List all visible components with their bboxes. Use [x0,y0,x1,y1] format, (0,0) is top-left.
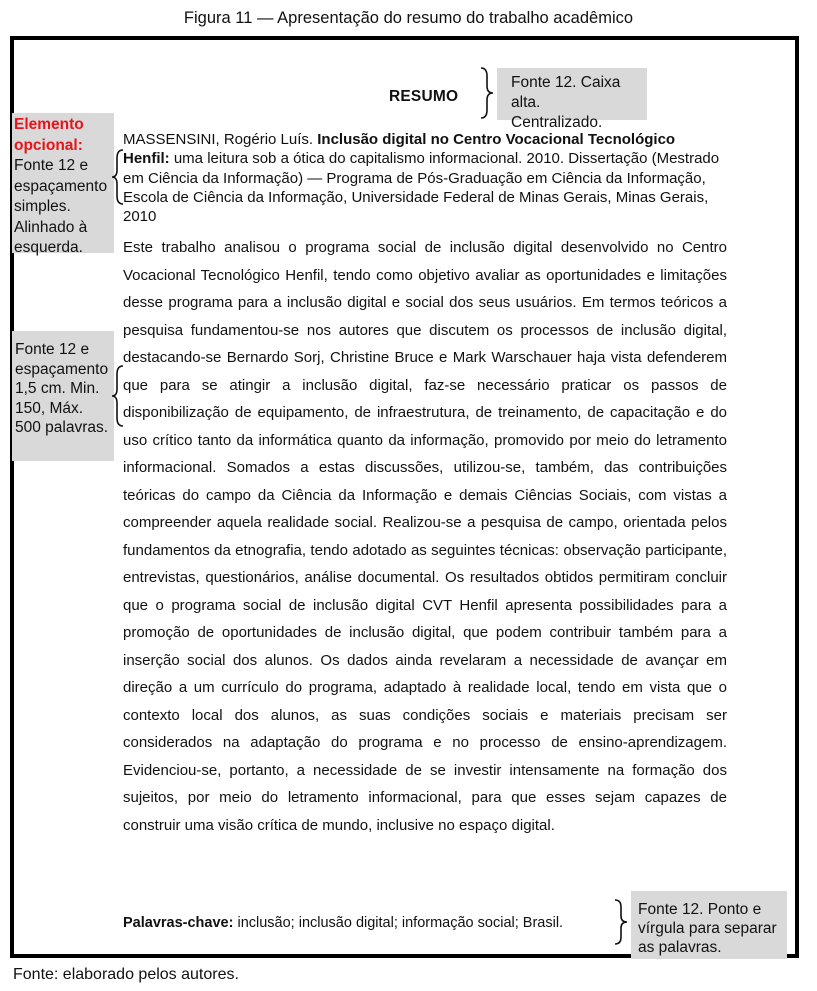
reference-note-text: Fonte 12 e espaçamento simples. Alinhado à esquerda. [14,157,108,256]
optional-element-label: Elemento opcional: [14,116,84,154]
keywords-value: inclusão; inclusão digital; informação social; Brasil. [237,915,564,931]
title-note: Fonte 12. Caixa alta. Centralizado. [497,68,647,120]
bibliographic-reference [123,130,723,226]
reference-author: MASSENSINI, Rogério Luís. [123,131,314,148]
abstract-body: Este trabalho analisou o programa social de inclusão digital desenvolvido no Centro Vocacional Tecnológico Henfil, tendo como objetivo avaliar as oportunidades e limitações desse programa para a inclusão digital e social dos seus usuários. Em termos teóricos a pesquisa fundamentou-se nos autores que discutem os processos de inclusão digital, destacando-se Bernardo Sorj, Christine Bruce e Mark Warschauer haja vista defenderem que para se atingir a inclusão digital, faz-se necessário praticar os passos de disponibilização de equipamento, de infraestrutura, de treinamento, de capacitação e do uso crítico tanto da informática quanto da informação, promovido por meio do letramento informacional. Somados a estas discussões, utilizou-se, também, das contribuições teóricas do campo da Ciência da Informação e demais Ciências Sociais, com vistas a compreender aquela realidade social. Realizou-se a pesquisa de campo, orientada pelos fundamentos da etnografia, tendo adotado as seguintes técnicas: observação participante, entrevistas, questionários, análise documental. Os resultados obtidos permitiram concluir que o programa social de inclusão digital CVT Henfil apresenta possibilidades para a promoção de oportunidades de inclusão digital, que podem contribuir também para a inserção social dos alunos. Os dados ainda revelaram a necessidade de avançar em direção a um currículo do programa, adaptado à realidade local, tendo em vista que o contexto local dos alunos, as suas condições sociais e materiais precisam ser considerados na adaptação do programa e no processo de ensino-aprendizagem. Evidenciou-se, portanto, a necessidade de se investir intensamente na formação dos sujeitos, por meio do letramento informacional, para que esses sejam capazes de construir uma visão crítica de mundo, inclusive no espaço digital. [123,239,727,834]
title-brace-icon [479,66,495,120]
figure-caption: Figura 11 — Apresentação do resumo do trabalho acadêmico [183,9,634,27]
abstract-title: RESUMO [389,88,459,105]
reference-rest: uma leitura sob a ótica do capitalismo informacional. 2010. Dissertação (Mestrado em Ciência da Informação) — Programa de Pós-Graduação em Ciência da Informação, Escola de Ciência da Informação, Universidade Federal de Minas Gerais, Minas Gerais, 2010 [123,150,720,226]
reference-note [12,113,114,256]
keywords-label: Palavras-chave: [123,915,234,931]
keywords-line [123,915,563,931]
figure-source: Fonte: elaborado pelos autores. [13,966,239,983]
keywords-brace-icon [613,898,629,946]
keywords-note: Fonte 12. Ponto e vírgula para separar as palavras. [631,891,787,959]
reference-title: Inclusão digital no Centro Vocacional Tecnológico Henfil: [123,131,676,168]
abstract-note: Fonte 12 e espaçamento 1,5 cm. Min. 150, Máx. 500 palavras. [12,331,114,461]
